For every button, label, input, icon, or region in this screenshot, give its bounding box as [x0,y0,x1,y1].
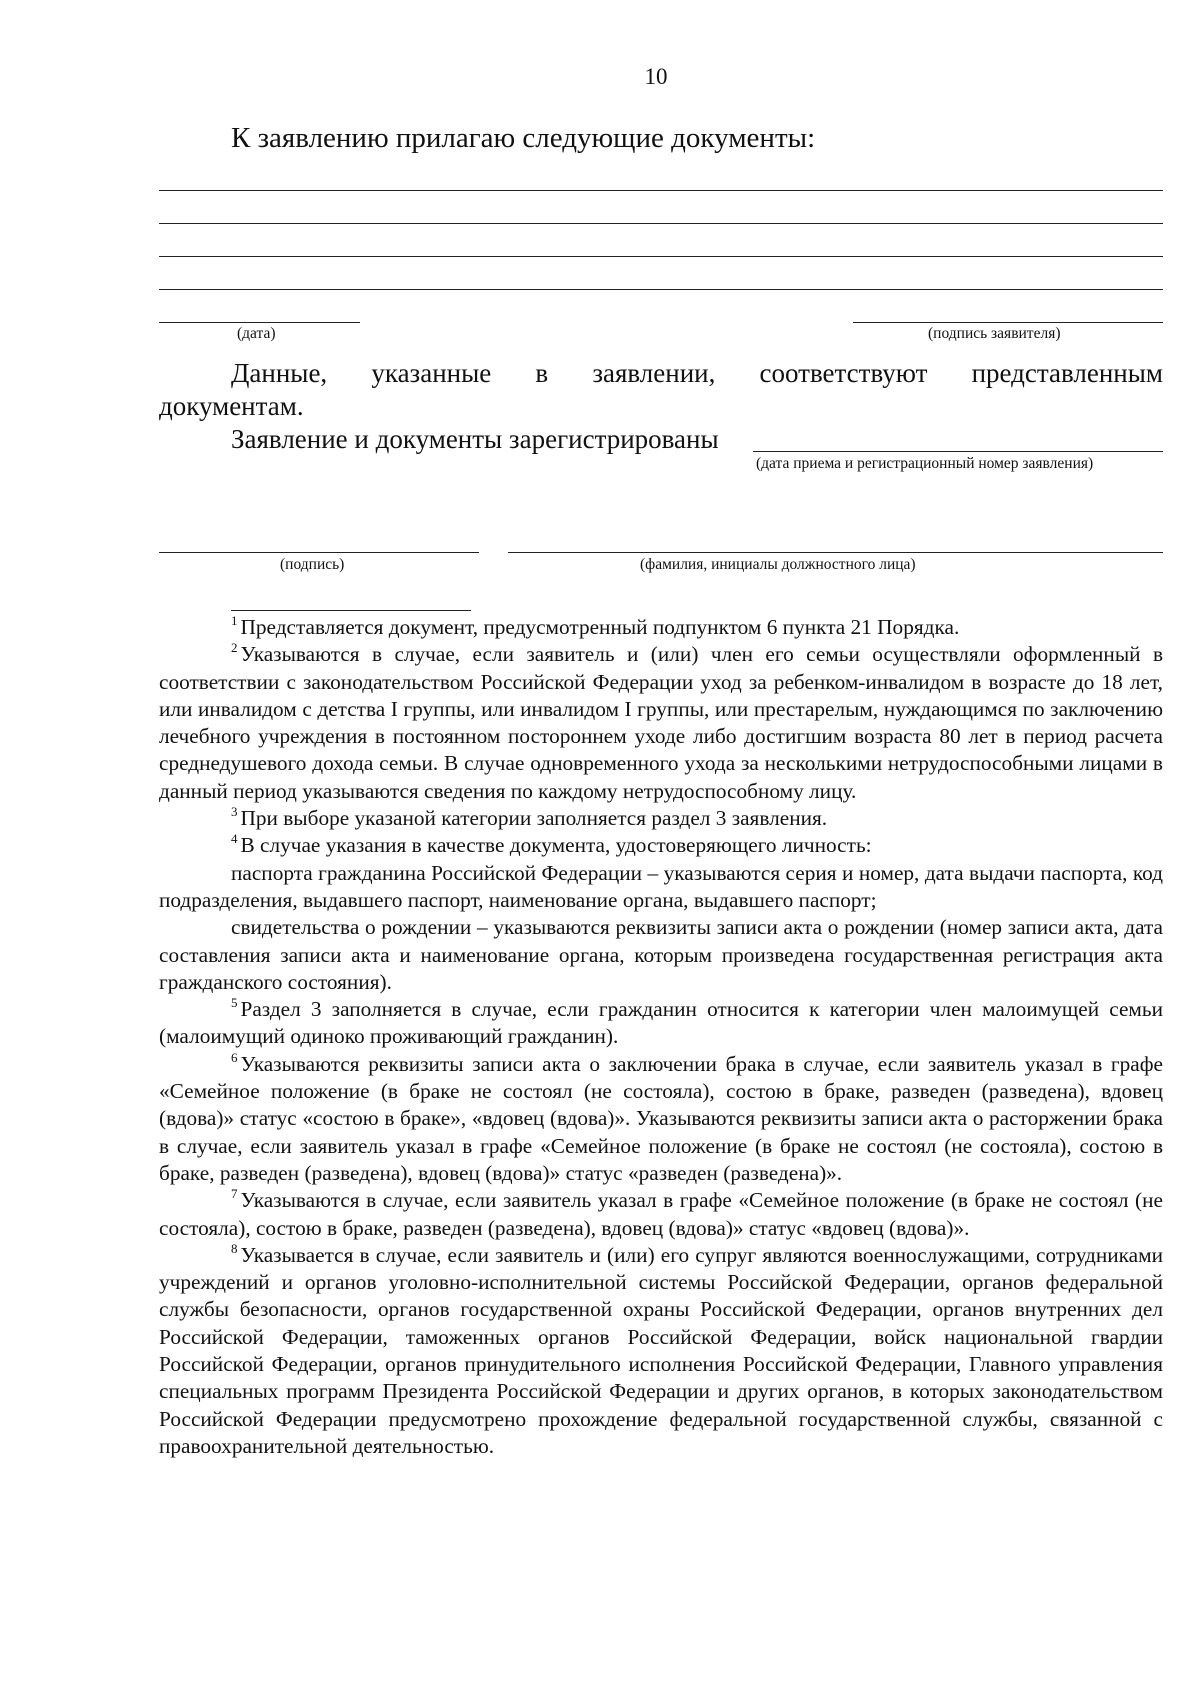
footnote-2: $^2$ Указываются в случае, если заявитель и (или) член его семьи осуществляли оформленный в соответствии с законодательством Российской Федерации уход за ребенком-инвалидом в возрасте до 18 лет, или инвалидом с детства I группы, или инвалидом I группы, или престарелым, нуждающимся по заключению лечебного учреждения в постоянном постороннем уходе либо достигшим возраста 80 лет в период расчета среднедушевого дохода семьи. В случае одновременного ухода за несколькими нетрудоспособными лицами в данный период указываются сведения по каждому нетрудоспособному лицу. [159,640,1163,803]
registration-number-line[interactable] [753,451,1163,452]
footnote-mark: 2 [231,640,238,656]
applicant-signature-line[interactable] [853,322,1163,323]
verification-word: указанные [371,358,492,388]
footnote-mark: 3 [231,804,238,820]
date-line[interactable] [159,322,360,323]
official-signature-line[interactable] [159,552,479,553]
footnote-mark: 8 [231,1240,238,1256]
date-caption: (дата) [237,325,276,342]
footnote-8: $^8$ Указывается в случае, если заявитель и (или) его супруг являются военнослужащими, сотрудниками учреждений и органов уголовно-исполнительной системы Российской Федерации, органов федеральной службы безопасности, органов государственной охраны Российской Федерации, органов внутренних дел Российской Федерации, таможенных органов Российской Федерации, войск национальной гвардии Российской Федерации, органов принудительного исполнения Российской Федерации, Главного управления специальных программ Президента Российской Федерации и других органов, в которых законодательством Российской Федерации предусмотрено прохождение федеральной государственной службы, связанной с правоохранительной деятельностью. [159,1240,1163,1458]
verification-word: заявлении, [592,358,716,388]
footnotes [159,614,1163,1460]
official-name-line[interactable] [508,552,1163,553]
attachment-line-2[interactable] [159,223,1163,224]
attachments-heading: К заявлению прилагаю следующие документы: [231,122,816,154]
footnote-mark: 5 [231,995,238,1011]
page-number: 10 [644,64,668,89]
verification-statement-line-2: документам. [159,391,304,421]
verification-word: соответствуют [759,358,928,388]
footnote-6: $^6$ Указываются реквизиты записи акта о заключении брака в случае, если заявитель указал в графе «Семейное положение (в браке не состоял (не состояла), состою в браке, разведен (разведена), вдовец (вдова)» статус «состою в браке», «вдовец (вдова)». Указываются реквизиты записи акта о расторжении брака в случае, если заявитель указал в графе «Семейное положение (в браке не состоял (не состояла), состою в браке, разведен (разведена), вдовец (вдова)» статус «разведен (разведена)». [159,1049,1163,1185]
verification-word: представленным [971,358,1163,388]
attachment-line-1[interactable] [159,190,1163,191]
footnote-separator [231,610,471,611]
footnote-4-passport: паспорта гражданина Российской Федерации – указываются серия и номер, дата выдачи паспорта, код подразделения, выдавшего паспорт, наименование органа, выдавшего паспорт; [159,860,1163,912]
footnote-mark: 6 [231,1049,238,1065]
registration-caption: (дата приема и регистрационный номер заявления) [756,455,1094,472]
footnote-4: $^4$ В случае указания в качестве документа, удостоверяющего личность: [231,831,872,858]
footnote-4-birth-certificate: свидетельства о рождении – указываются реквизиты записи акта о рождении (номер записи акта, дата составления записи акта и наименование органа, которым произведена государственная регистрация акта гражданского состояния). [159,915,1163,994]
verification-word: Данные, [231,358,328,388]
footnote-5: $^5$ Раздел 3 заполняется в случае, если гражданин относится к категории член малоимущей семьи (малоимущий одиноко проживающий гражданин). [159,995,1163,1049]
footnote-1: $^1$ Представляется документ, предусмотренный подпунктом 6 пункта 21 Порядка. [231,613,960,639]
footnote-mark: 4 [231,831,238,847]
verification-statement-line-1 [231,358,1163,389]
attachment-line-3[interactable] [159,256,1163,257]
registration-statement: Заявление и документы зарегистрированы [231,424,719,454]
verification-word: в [535,358,549,388]
attachment-line-4[interactable] [159,289,1163,290]
official-signature-caption: (подпись) [280,556,345,573]
footnote-mark: 7 [231,1186,238,1202]
footnote-7: $^7$ Указываются в случае, если заявитель указал в графе «Семейное положение (в браке не состоял (не состояла), состою в браке, разведен (разведена), вдовец (вдова)» статус «вдовец (вдова)». [159,1186,1163,1240]
applicant-signature-caption: (подпись заявителя) [928,325,1061,342]
official-name-caption: (фамилия, инициалы должностного лица) [640,556,916,573]
footnote-mark: 1 [231,613,238,628]
footnote-3: $^3$ При выборе указаной категории заполняется раздел 3 заявления. [231,804,828,831]
